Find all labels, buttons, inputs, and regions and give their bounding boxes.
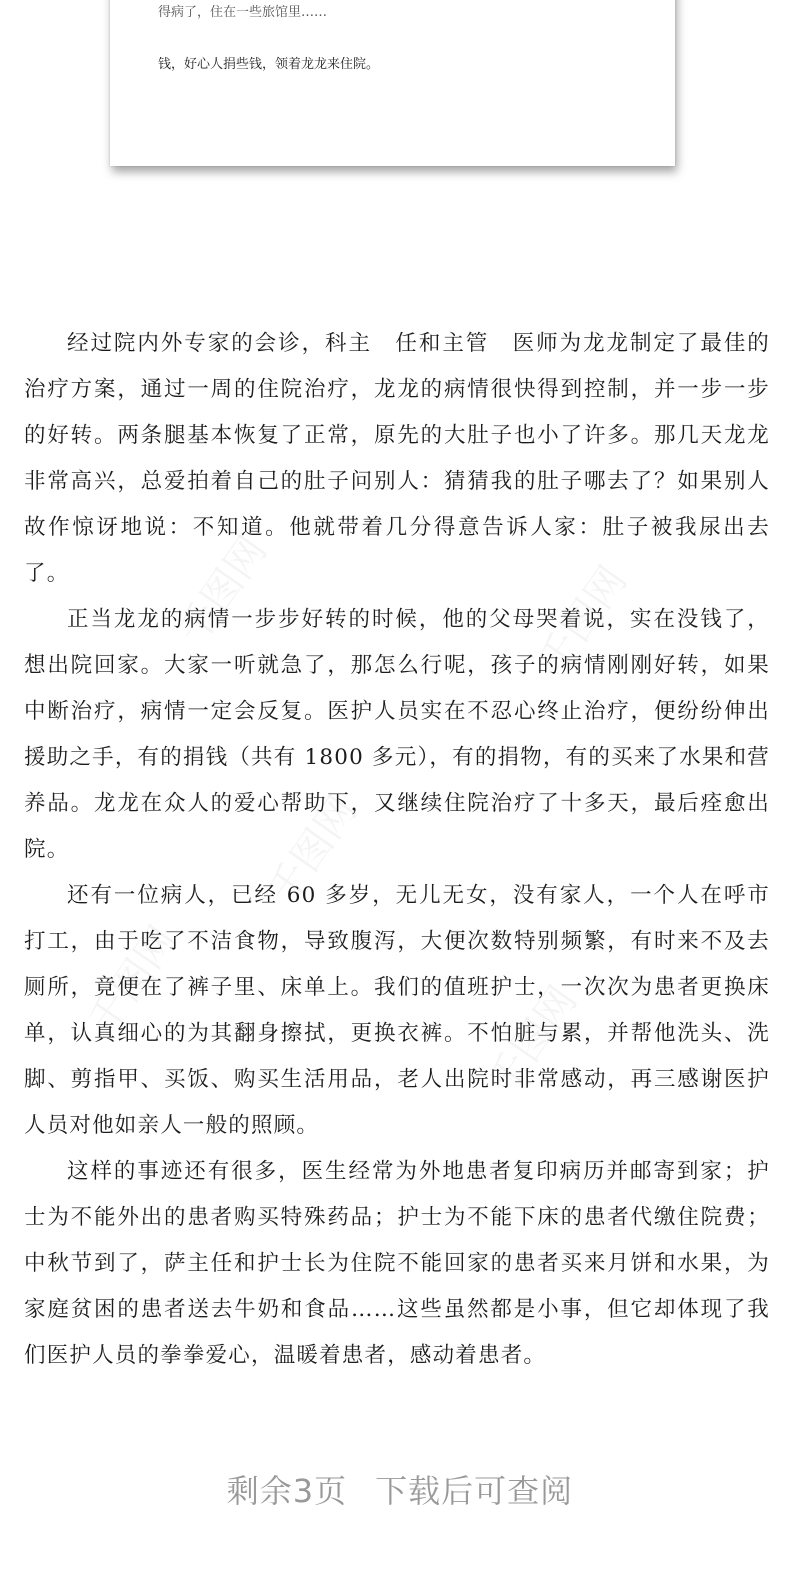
article-paragraph: 还有一位病人，已经 60 多岁，无儿无女，没有家人，一个人在呼市打工，由于吃了不洁食物，导致腹泻，大便次数特别频繁，有时来不及去厕所，竟便在了裤子里、床单上。我们的值班护士，一次次为患者更换床单，认真细心的为其翻身擦拭，更换衣裤。不怕脏与累，并帮他洗头、洗脚、剪指甲、买饭、购买生活用品，老人出院时非常感动，再三感谢医护人员对他如亲人一般的照顾。 [24, 883, 770, 1138]
excerpt-partial-line: 得病了，住在一些旅馆里…… [158, 5, 328, 20]
article-body [24, 321, 770, 1379]
remaining-pages-label: 剩余3页 [226, 1472, 348, 1510]
excerpt-line: 钱，好心人捐些钱，领着龙龙来住院。 [158, 57, 380, 72]
article-paragraph: 这样的事迹还有很多，医生经常为外地患者复印病历并邮寄到家；护士为不能外出的患者购买特殊药品；护士为不能下床的患者代缴住院费；中秋节到了，萨主任和护士长为住院不能回家的患者买来月饼和水果，为家庭贫困的患者送去牛奶和食品……这些虽然都是小事，但它却体现了我们医护人员的拳拳爱心，温暖着患者，感动着患者。 [24, 1159, 770, 1368]
excerpt-card [110, 0, 675, 166]
excerpt-text [158, 0, 638, 78]
download-hint-label: 下载后可查阅 [375, 1472, 574, 1510]
download-prompt[interactable] [0, 1466, 800, 1512]
article-paragraph: 正当龙龙的病情一步步好转的时候，他的父母哭着说，实在没钱了，想出院回家。大家一听就急了，那怎么行呢，孩子的病情刚刚好转，如果中断治疗，病情一定会反复。医护人员实在不忍心终止治疗，便纷纷伸出援助之手，有的捐钱（共有 1800 多元），有的捐物，有的买来了水果和营养品。龙龙在众人的爱心帮助下，又继续住院治疗了十多天，最后痊愈出院。 [24, 607, 770, 862]
article-paragraph: 经过院内外专家的会诊，科主 任和主管 医师为龙龙制定了最佳的治疗方案，通过一周的住院治疗，龙龙的病情很快得到控制，并一步一步的好转。两条腿基本恢复了正常，原先的大肚子也小了许多。那几天龙龙非常高兴，总爱拍着自己的肚子问别人：猜猜我的肚子哪去了？如果别人故作惊讶地说：不知道。他就带着几分得意告诉人家：肚子被我尿出去了。 [24, 331, 770, 586]
